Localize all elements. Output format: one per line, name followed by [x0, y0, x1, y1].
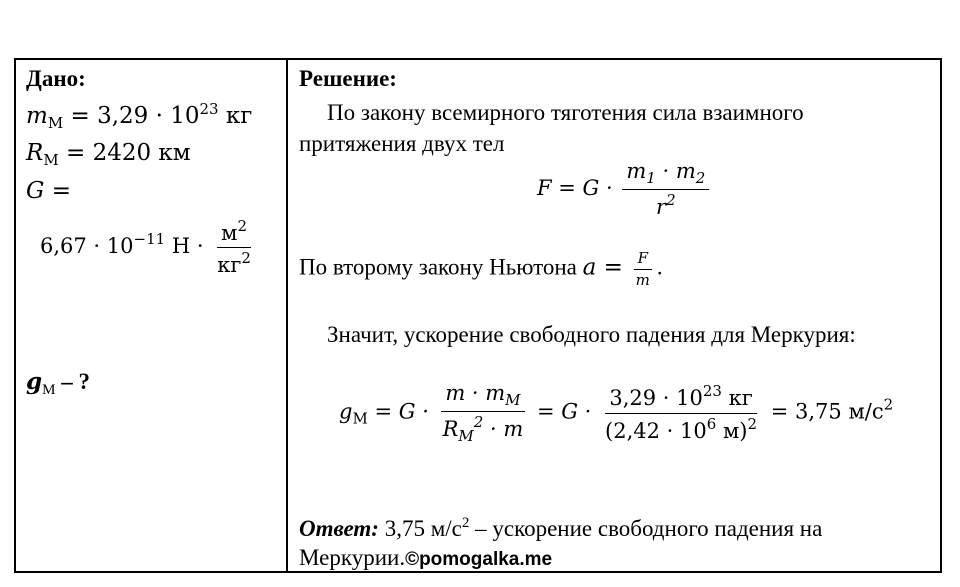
column-divider	[286, 60, 288, 571]
given-find: $g_М$ – ?	[26, 368, 90, 398]
answer-label: Ответ:	[299, 516, 379, 541]
newton-law-line: По второму закону Ньютона a = $\frac{F}{m}$ .	[299, 249, 663, 289]
solution-table	[14, 58, 942, 573]
given-column	[26, 60, 280, 571]
given-radius: $R_М = 2420$ км	[26, 140, 191, 169]
given-g-label: G =	[26, 178, 71, 204]
gravitation-formula: F = G · $\frac{m_1 \cdot m_2}{r^2}$	[537, 160, 712, 219]
given-g-value: $6,67 \cdot 10^{-11}$ Н · $\frac{м^2}{кг^2}$	[40, 218, 258, 277]
answer-line-2: Меркурии.©pomogalka.me	[299, 545, 553, 570]
watermark: ©pomogalka.me	[405, 549, 553, 570]
solution-heading: Решение:	[299, 66, 397, 91]
acceleration-formula: $g_М = G$ · $\frac{m \cdot m_М}{R_М^2 \cdot m}$ = G · $\frac{3,29 \cdot 10^{23} кг}{(2,42 \cdot 10^6 м)^2}$ = 3,75 $м/с^2$	[339, 381, 894, 445]
g-unit-fraction: $\frac{м^2}{кг^2}$	[217, 217, 251, 278]
solution-paragraph-1: По закону всемирного тяготения сила взаимного	[327, 100, 804, 125]
answer-line: Ответ: 3,75 $м/с^2$ – ускорение свободного падения на	[299, 515, 823, 541]
solution-paragraph-1-cont: притяжения двух тел	[299, 131, 505, 156]
given-mass: $m_М = 3,29 \cdot 10^{23}$ кг	[26, 100, 253, 132]
solution-paragraph-3: Значит, ускорение свободного падения для Меркурия:	[327, 322, 856, 347]
solution-column	[299, 60, 939, 571]
given-heading: Дано:	[26, 66, 86, 91]
